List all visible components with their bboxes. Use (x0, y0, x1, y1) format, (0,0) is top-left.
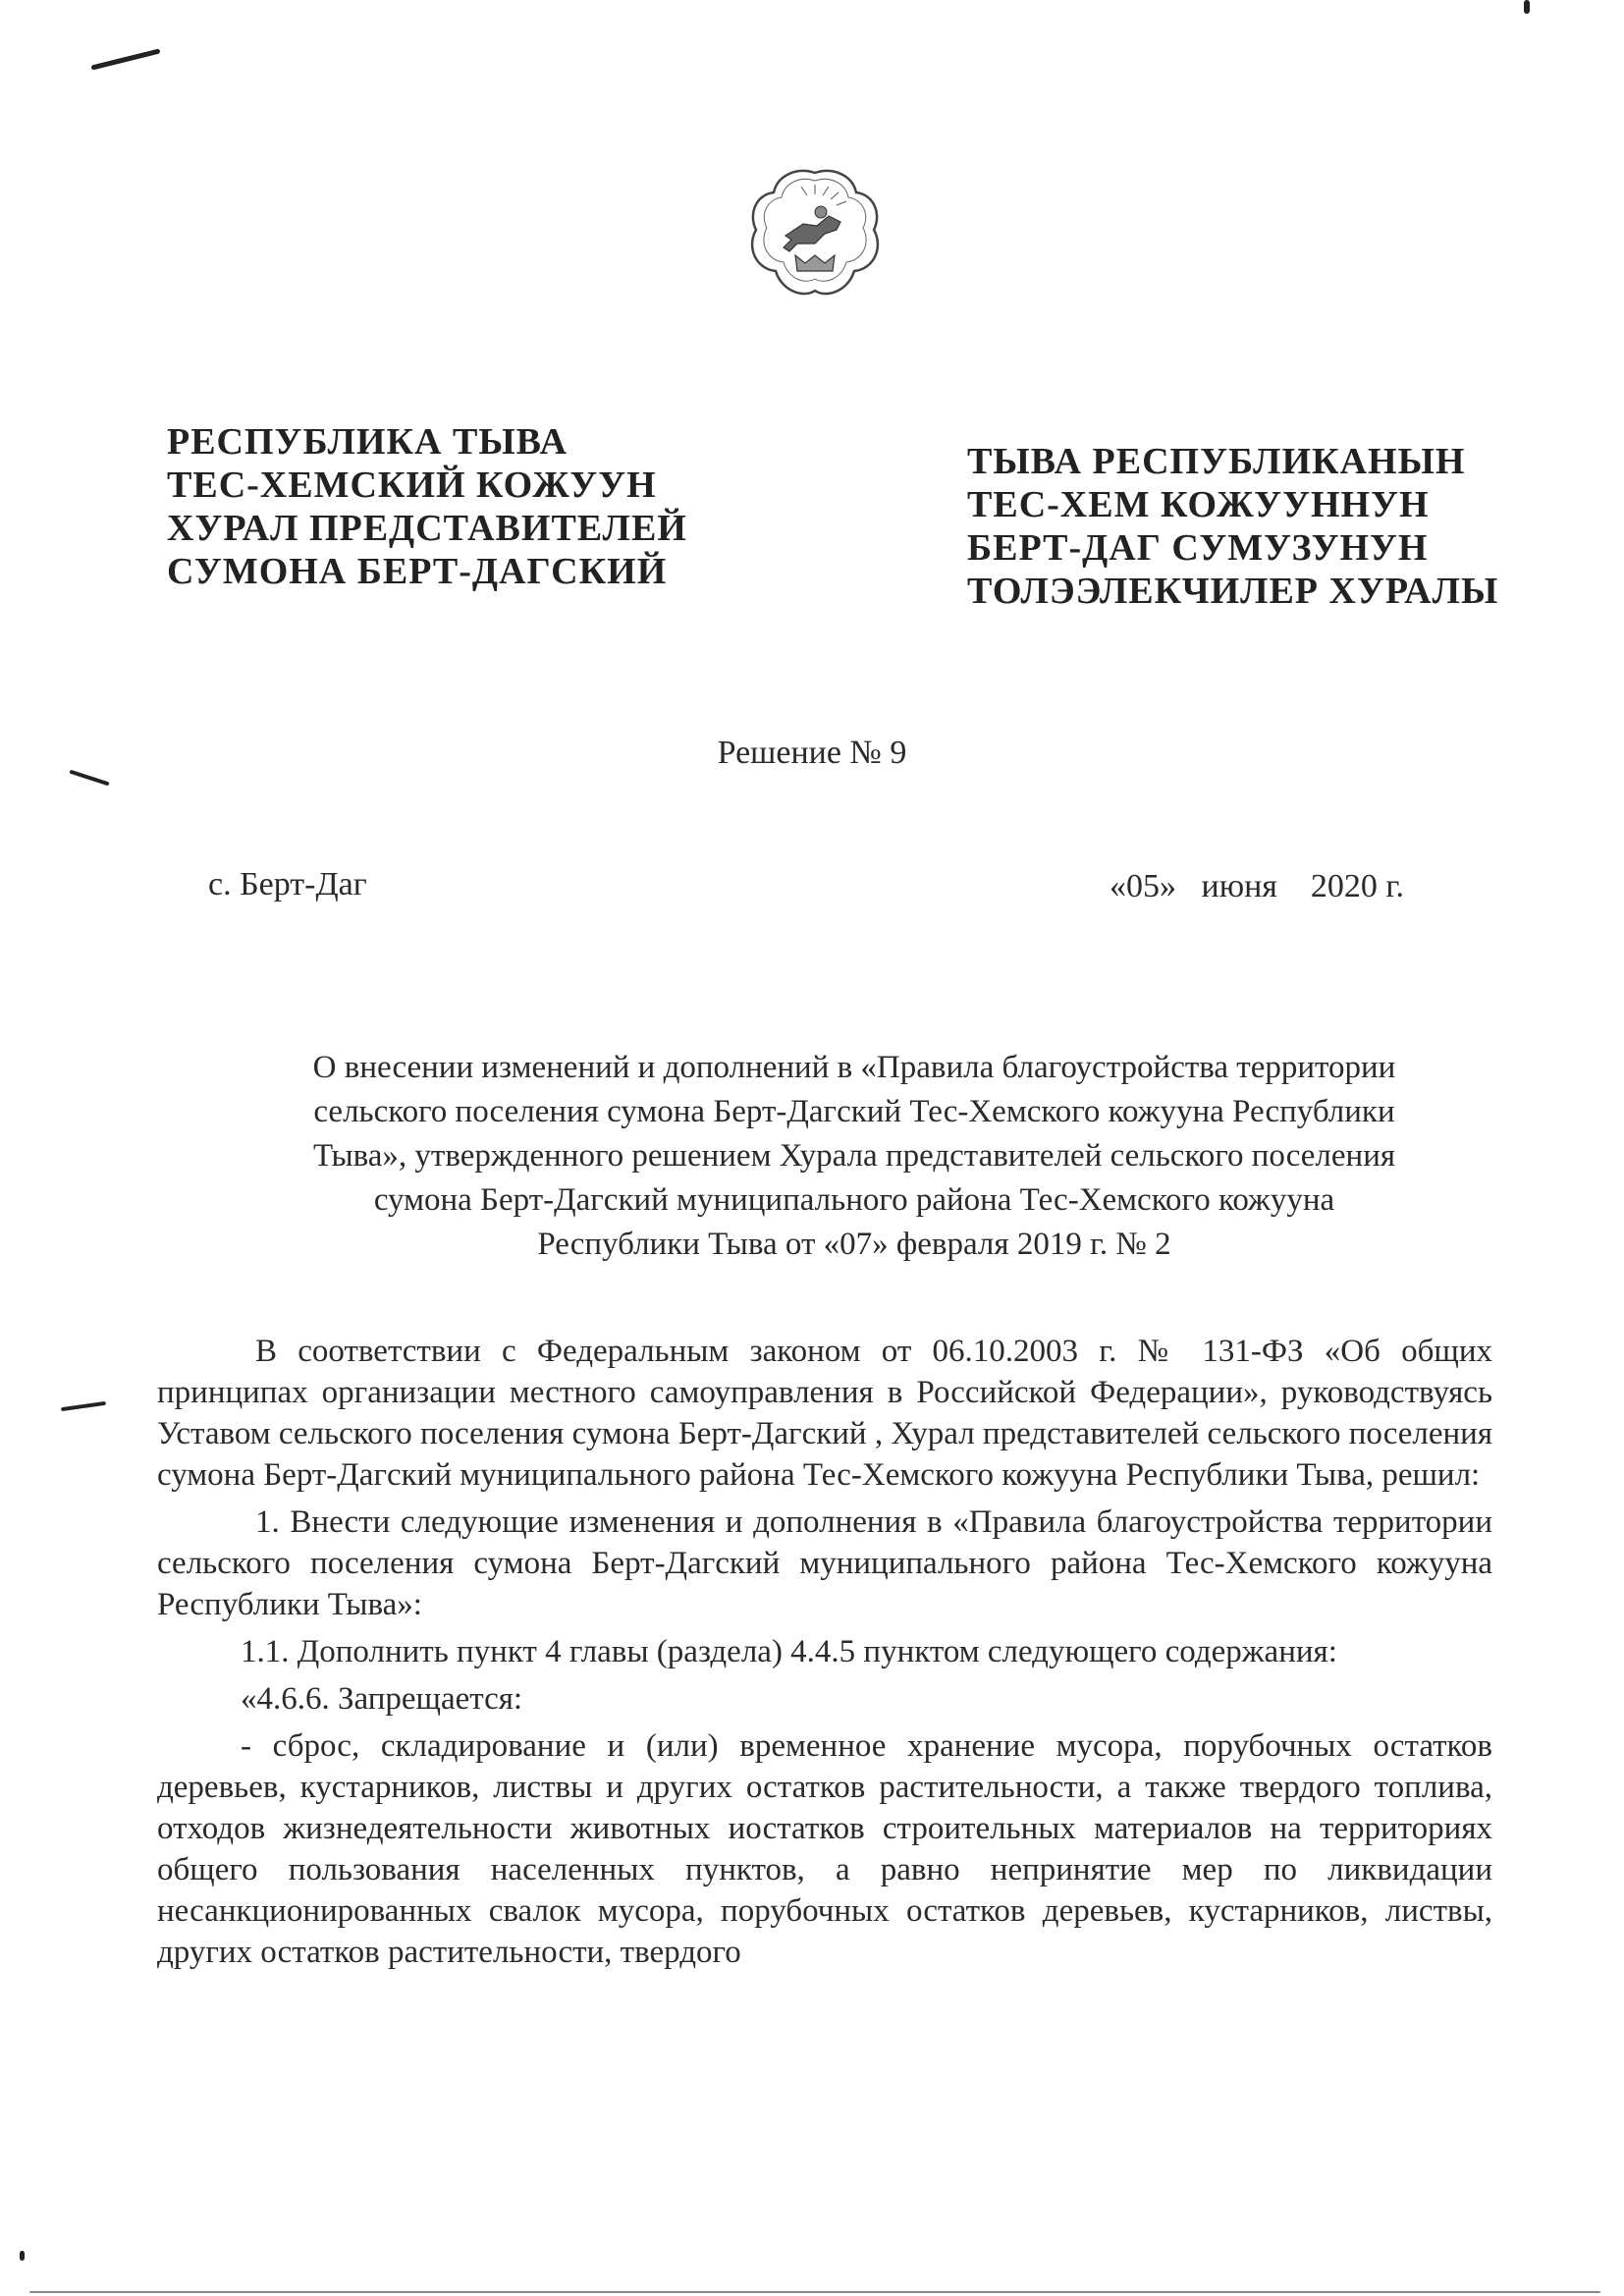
title-line: сельского поселения сумона Берт-Дагский Тес-Хемского кожууна Республики (313, 1094, 1395, 1129)
title-line: О внесении изменений и дополнений в «Правила благоустройства территории (312, 1050, 1396, 1085)
paragraph-item-1: 1. Внести следующие изменения и дополнения в «Правила благоустройства территории сельского поселения сумона Берт-Дагский муниципального района Тес-Хемского кожууна Республики Тыва»: (157, 1504, 1492, 1622)
tuva-coat-of-arms-icon (746, 165, 884, 302)
title-line: сумона Берт-Дагский муниципального района Тес-Хемского кожууна (373, 1182, 1335, 1218)
header-left-line: СУМОНА БЕРТ-ДАГСКИЙ (167, 551, 668, 592)
decision-number: Решение № 9 (717, 735, 907, 771)
header-right-line: ТЕС-ХЕМ КОЖУУННУН (967, 484, 1430, 525)
paragraph-prohibited-heading: «4.6.6. Запрещается: (241, 1681, 523, 1717)
paragraph-prohibited-list: - сброс, складирование и (или) временное хранение мусора, порубочных остатков деревьев, кустарников, листвы и других остатков растительности, а также твердого топлива, отходов жизнедеятельности животных иостатков строительных материалов на территориях общего пользования населенных пунктов, а равно непринятие мер по ликвидации несанкционированных свалок мусора, порубочных остатков деревьев, кустарников, листвы, других остатков растительности, твердого (157, 1728, 1492, 1970)
header-left-line: ТЕС-ХЕМСКИЙ КОЖУУН (167, 465, 657, 506)
place-name: с. Берт-Даг (208, 866, 367, 902)
header-right-line: ТОЛЭЭЛЕКЧИЛЕР ХУРАЛЫ (967, 571, 1499, 612)
document-date: «05» июня 2020 г. (1110, 868, 1405, 904)
paragraph-item-1-1: 1.1. Дополнить пункт 4 главы (раздела) 4.4.5 пунктом следующего содержания: (241, 1634, 1337, 1669)
scan-mark (20, 2251, 25, 2261)
scan-mark (1524, 0, 1530, 14)
title-line: Республики Тыва от «07» февраля 2019 г. № 2 (537, 1227, 1171, 1262)
document-title (196, 1046, 1512, 1267)
header-right-line: БЕРТ-ДАГ СУМУЗУНУН (967, 527, 1429, 569)
scan-mark (29, 2291, 1600, 2293)
title-line: Тыва», утвержденного решением Хурала представителей сельского поселения (312, 1138, 1396, 1174)
header-right-tuvan (967, 440, 1498, 613)
header-left-russian (167, 420, 687, 593)
scan-mark (61, 1401, 106, 1411)
emblem (746, 165, 884, 302)
header-left-line: РЕСПУБЛИКА ТЫВА (167, 421, 568, 463)
scan-mark (69, 770, 109, 787)
document-body (157, 1331, 1492, 1979)
paragraph-preamble: В соответствии с Федеральным законом от 06.10.2003 г. № 131-ФЗ «Об общих принципах организации местного самоуправления в Российской Федерации», руководствуясь Уставом сельского поселения сумона Берт-Дагский , Хурал представителей сельского поселения сумона Берт-Дагский муниципального района Тес-Хемского кожууна Республики Тыва, решил: (157, 1334, 1493, 1493)
scan-mark (90, 48, 160, 70)
header-right-line: ТЫВА РЕСПУБЛИКАНЫН (967, 441, 1466, 482)
header-left-line: ХУРАЛ ПРЕДСТАВИТЕЛЕЙ (167, 508, 687, 549)
